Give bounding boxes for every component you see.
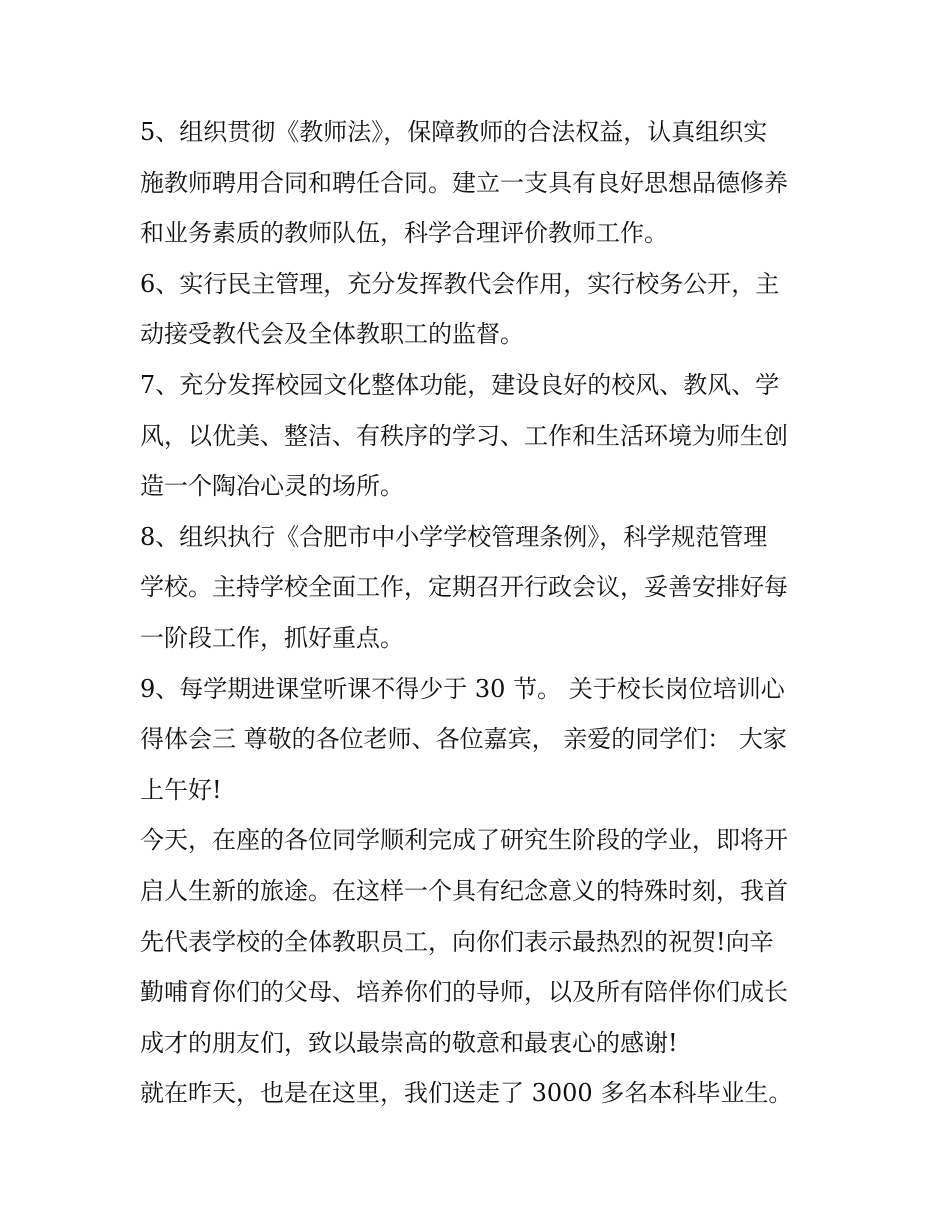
text-line: 勤哺育你们的父母、培养你们的导师，以及所有陪伴你们成长 <box>140 978 788 1007</box>
text-line: 今天，在座的各位同学顺利完成了研究生阶段的学业，即将开 <box>140 826 788 855</box>
text-line: 学校。主持学校全面工作，定期召开行政会议，妥善安排好每 <box>140 573 788 602</box>
text-line: 动接受教代会及全体教职工的监督。 <box>140 320 524 349</box>
text-line: 造一个陶冶心灵的场所。 <box>140 472 404 501</box>
text-line: 得体会三 尊敬的各位老师、各位嘉宾， 亲爱的同学们： 大家 <box>140 725 787 754</box>
text-line: 上午好! <box>140 775 222 804</box>
text-line: 风，以优美、整洁、有秩序的学习、工作和生活环境为师生创 <box>140 421 788 450</box>
text-line: 8、组织执行《合肥市中小学学校管理条例》，科学规范管理 <box>140 522 768 551</box>
text-line: 9、每学期进课堂听课不得少于 30 节。 关于校长岗位培训心 <box>140 674 785 703</box>
text-line: 启人生新的旅途。在这样一个具有纪念意义的特殊时刻，我首 <box>140 876 788 905</box>
text-line: 先代表学校的全体教职员工，向你们表示最热烈的祝贺!向辛 <box>140 927 774 956</box>
text-line: 一阶段工作，抓好重点。 <box>140 623 404 652</box>
text-line: 和业务素质的教师队伍，科学合理评价教师工作。 <box>140 219 668 248</box>
document-body <box>140 107 820 1119</box>
text-line: 6、实行民主管理，充分发挥教代会作用，实行校务公开，主 <box>140 269 780 298</box>
text-line: 5、组织贯彻《教师法》，保障教师的合法权益，认真组织实 <box>140 118 768 146</box>
text-line: 成才的朋友们，致以最崇高的敬意和最衷心的感谢! <box>140 1028 678 1057</box>
text-line: 施教师聘用合同和聘任合同。建立一支具有良好思想品德修养 <box>140 168 788 197</box>
text-line: 7、充分发挥校园文化整体功能，建设良好的校风、教风、学 <box>140 370 780 399</box>
text-line: 就在昨天，也是在这里，我们送走了 3000 多名本科毕业生。 <box>140 1079 793 1108</box>
